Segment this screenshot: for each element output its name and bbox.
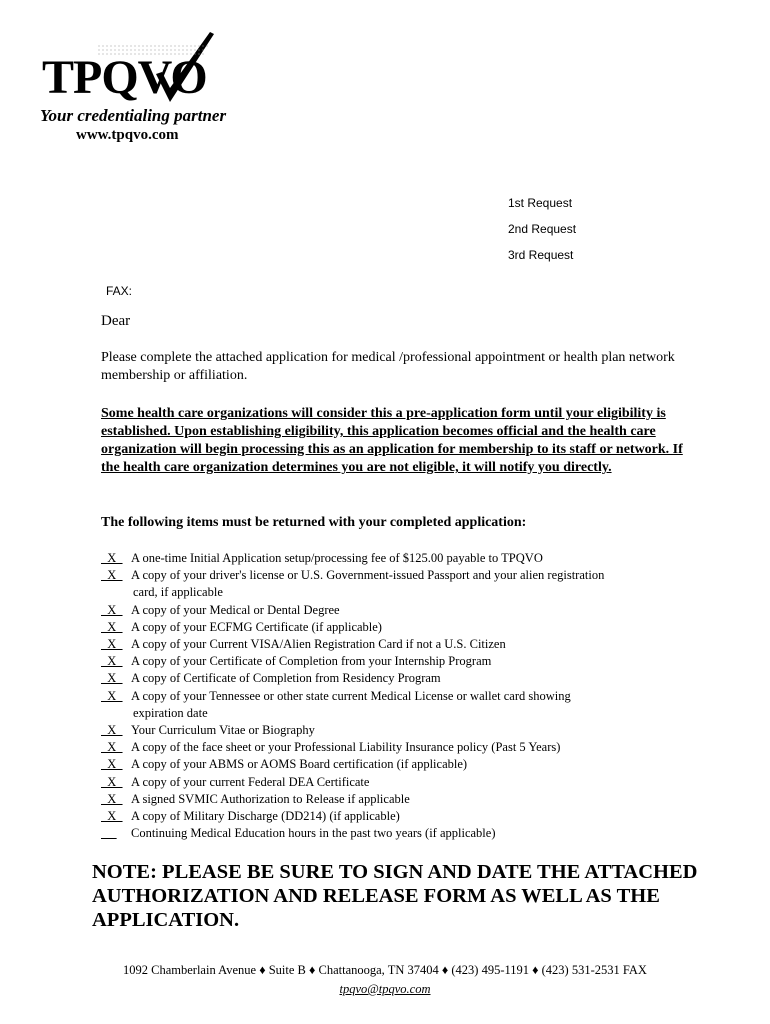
list-item <box>101 670 701 687</box>
item-text: A copy of the face sheet or your Professional Liability Insurance policy (Past 5 Years) <box>131 740 561 755</box>
check-mark: X <box>101 671 123 686</box>
check-mark <box>101 825 131 842</box>
salutation: Dear <box>101 313 131 329</box>
check-mark: X <box>101 568 123 583</box>
item-text: A copy of your Tennessee or other state current Medical License or wallet card showing <box>131 688 571 703</box>
company-logo <box>38 28 238 148</box>
items-heading: The following items must be returned with your completed application: <box>101 515 527 530</box>
check-mark: X <box>101 723 123 738</box>
item-text: A copy of your driver's license or U.S. Government-issued Passport and your alien registration <box>131 568 605 583</box>
check-mark: X <box>101 619 123 634</box>
list-item <box>101 756 701 773</box>
check-mark: X <box>101 602 123 617</box>
check-mark: X <box>101 757 123 772</box>
list-item <box>101 602 701 619</box>
intro-paragraph: Please complete the attached application for medical /professional appointment or health plan network membership or affiliation. <box>101 350 675 383</box>
third-request-label: 3rd Request <box>508 248 574 262</box>
item-text: A copy of your ABMS or AOMS Board certification (if applicable) <box>131 757 468 772</box>
check-mark: X <box>101 791 123 806</box>
list-item <box>101 636 701 653</box>
list-item <box>101 739 701 756</box>
list-item <box>101 825 701 842</box>
list-item <box>101 774 701 791</box>
check-mark: X <box>101 740 123 755</box>
list-item <box>101 567 701 584</box>
check-mark: X <box>101 551 123 565</box>
item-text: Your Curriculum Vitae or Biography <box>131 723 315 738</box>
item-text: A signed SVMIC Authorization to Release if applicable <box>131 791 410 806</box>
list-item <box>101 550 701 567</box>
check-mark: X <box>101 637 123 652</box>
logo-wordmark: TPQVO <box>42 51 207 104</box>
item-text: A copy of Military Discharge (DD214) (if applicable) <box>131 809 400 824</box>
check-mark: X <box>101 654 123 669</box>
notice-text: Some health care organizations will consider this a pre-application form until your eligibility is established. Upon establishing eligibility, this application becomes official and the health care organization will begin processing this as an application for membership to its staff or network. If the health care organization determines you are not eligible, it will notify you directly. <box>101 406 683 475</box>
second-request-label: 2nd Request <box>508 222 577 236</box>
signature-note: NOTE: PLEASE BE SURE TO SIGN AND DATE THE ATTACHED AUTHORIZATION AND RELEASE FORM AS WELL AS THE APPLICATION. <box>92 861 698 931</box>
item-text: A copy of your Current VISA/Alien Registration Card if not a U.S. Citizen <box>131 637 506 652</box>
fax-label: FAX: <box>106 284 133 298</box>
list-item <box>101 791 701 808</box>
item-text: A copy of Certificate of Completion from Residency Program <box>131 671 441 686</box>
item-text: Continuing Medical Education hours in the past two years (if applicable) <box>131 826 496 841</box>
item-text: A copy of your ECFMG Certificate (if applicable) <box>131 619 382 634</box>
item-text: A one-time Initial Application setup/processing fee of $125.00 payable to TPQVO <box>131 551 543 565</box>
list-item <box>101 653 701 670</box>
item-text: A copy of your Medical or Dental Degree <box>131 602 340 617</box>
required-items-list <box>101 550 701 842</box>
list-item <box>101 619 701 636</box>
check-mark: X <box>101 774 123 789</box>
item-text: A copy of your Certificate of Completion from your Internship Program <box>131 654 492 669</box>
list-item <box>101 688 701 705</box>
footer-email-link[interactable]: tpqvo@tpqvo.com <box>339 982 431 996</box>
footer-address: 1092 Chamberlain Avenue ♦ Suite B ♦ Chattanooga, TN 37404 ♦ (423) 495-1191 ♦ (423) 531-2531 FAX <box>123 963 647 977</box>
notice-paragraph <box>101 405 701 477</box>
item-text: A copy of your current Federal DEA Certificate <box>131 774 370 789</box>
check-mark: X <box>101 809 123 824</box>
first-request-label: 1st Request <box>508 196 573 210</box>
item-continuation: card, if applicable <box>133 585 223 600</box>
logo-tagline: Your credentialing partner <box>40 106 227 125</box>
check-mark: X <box>101 688 123 703</box>
item-continuation: expiration date <box>133 705 208 720</box>
logo-website: www.tpqvo.com <box>76 127 179 143</box>
list-item <box>101 722 701 739</box>
list-item <box>101 808 701 825</box>
